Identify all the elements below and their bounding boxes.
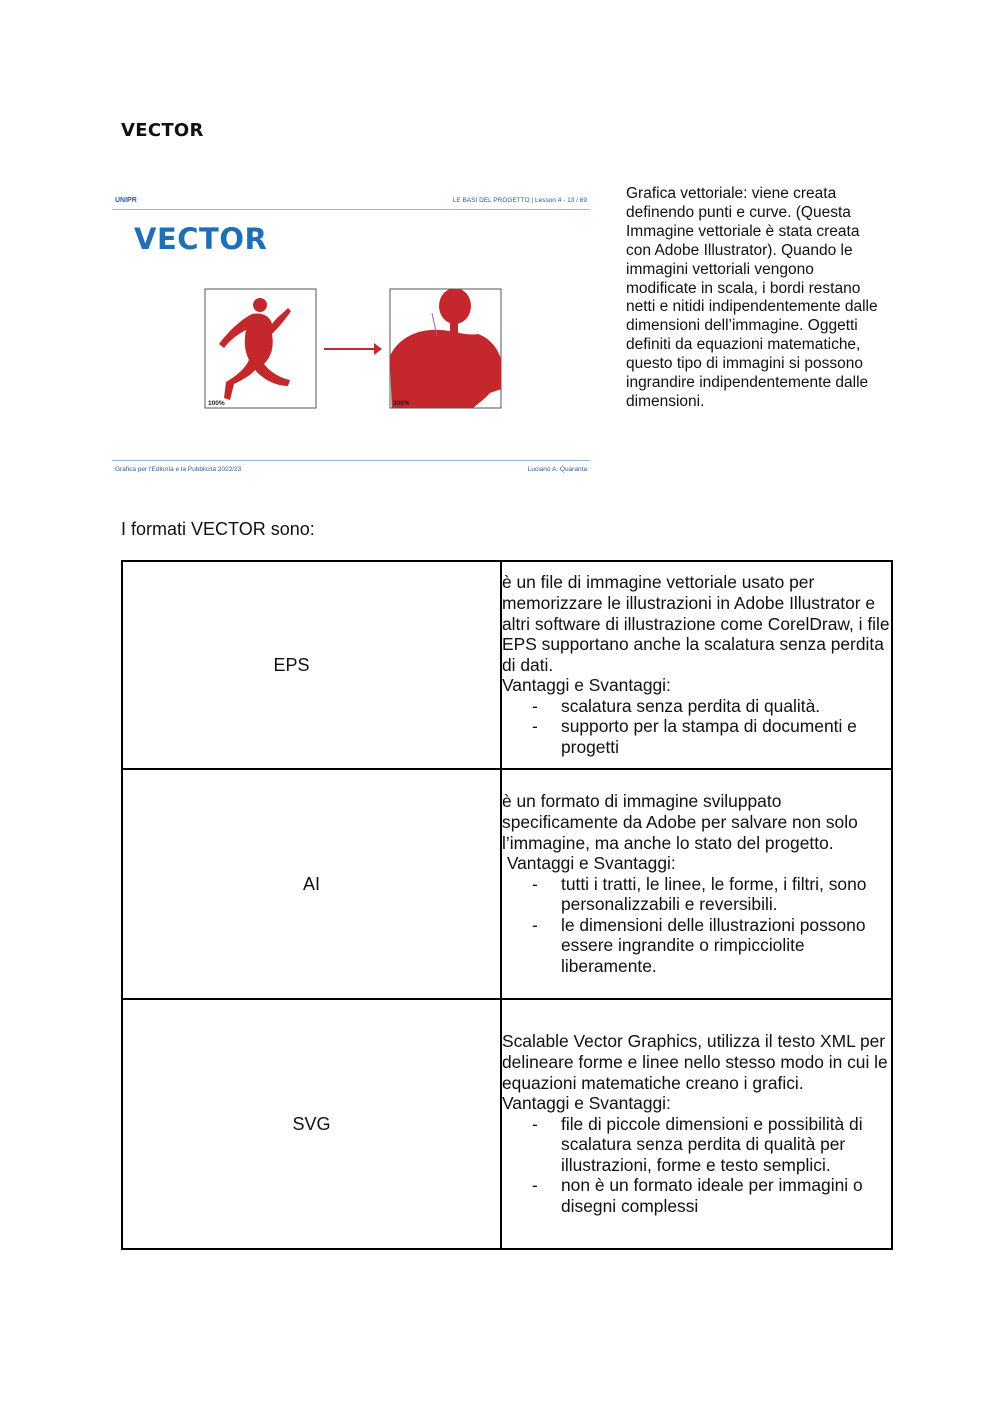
pros-cons-list xyxy=(502,874,891,977)
list-item: - scalatura senza perdita di qualità. xyxy=(502,696,891,717)
format-name: EPS xyxy=(273,654,310,675)
list-item: - file di piccole dimensioni e possibilità di scalatura senza perdita di qualità per illustrazioni, forme e testo semplici. xyxy=(502,1114,891,1176)
slide-title: VECTOR xyxy=(134,222,268,256)
slide-footer-left: Grafica per l'Editoria e la Pubblicità 2022/23 xyxy=(115,466,242,473)
format-name-cell xyxy=(122,999,501,1249)
label-300-percent: 300% xyxy=(393,400,410,407)
table-row xyxy=(122,999,892,1249)
page-title: VECTOR xyxy=(121,120,204,141)
vector-formats-table xyxy=(121,560,893,1250)
table-row xyxy=(122,769,892,999)
label-100-percent: 100% xyxy=(208,400,225,407)
slide-divider-bottom xyxy=(112,460,590,461)
pros-cons-label: Vantaggi e Svantaggi: xyxy=(502,675,671,696)
pros-cons-label: Vantaggi e Svantaggi: xyxy=(502,853,676,874)
slide-header: LE BASI DEL PROGETTO | Lesson 4 - 13 / 69 xyxy=(452,197,587,204)
format-name-cell xyxy=(122,769,501,999)
format-info-cell xyxy=(501,561,892,769)
list-item: - le dimensioni delle illustrazioni possono essere ingrandite o rimpicciolite liberamente. xyxy=(502,915,891,977)
pros-cons-list xyxy=(502,1114,891,1217)
pros-cons-list xyxy=(502,696,891,758)
format-name: AI xyxy=(302,873,320,894)
list-item: - supporto per la stampa di documenti e progetti xyxy=(502,716,891,757)
list-item: - tutti i tratti, le linee, le forme, i filtri, sono personalizzabili e reversibili. xyxy=(502,874,891,915)
slide-logo: UNIPR xyxy=(115,197,137,204)
format-description: Scalable Vector Graphics, utilizza il testo XML per delineare forme e linee nello stesso modo in cui le equazioni matematiche creano i grafici. xyxy=(502,1031,888,1093)
vector-description: Grafica vettoriale: viene creata definendo punti e curve. (Questa Immagine vettoriale è stata creata con Adobe Illustrator). Quando le immagini vettoriali vengono modificate in scala, i bordi restano netti e nitidi indipendentemente dalle dimensioni dell’immagine. Oggetti definiti da equazioni matematiche, questo tipo di immagini si possono ingrandire indipendentemente dalle dimensioni. xyxy=(626,185,878,410)
format-info-cell xyxy=(501,769,892,999)
format-name: SVG xyxy=(292,1113,331,1134)
format-info-cell xyxy=(501,999,892,1249)
list-item: - non è un formato ideale per immagini o disegni complessi xyxy=(502,1175,891,1216)
pros-cons-label: Vantaggi e Svantaggi: xyxy=(502,1093,671,1114)
format-description: è un file di immagine vettoriale usato per memorizzare le illustrazioni in Adobe Illustrator e altri software di illustrazione come CorelDraw, i file EPS supportano anche la scalatura senza perdita di dati. xyxy=(502,572,890,675)
formats-intro: I formati VECTOR sono: xyxy=(121,519,315,539)
table-row xyxy=(122,561,892,769)
format-description: è un formato di immagine sviluppato specificamente da Adobe per salvare non solo l’immagine, ma anche lo stato del progetto. xyxy=(502,791,858,853)
format-name-cell xyxy=(122,561,501,769)
vector-scaling-figure xyxy=(112,188,590,480)
vector-slide-image xyxy=(112,188,590,480)
arrow-right-icon xyxy=(324,343,382,355)
slide-footer-right: Luciano A. Quaranta xyxy=(527,466,587,473)
